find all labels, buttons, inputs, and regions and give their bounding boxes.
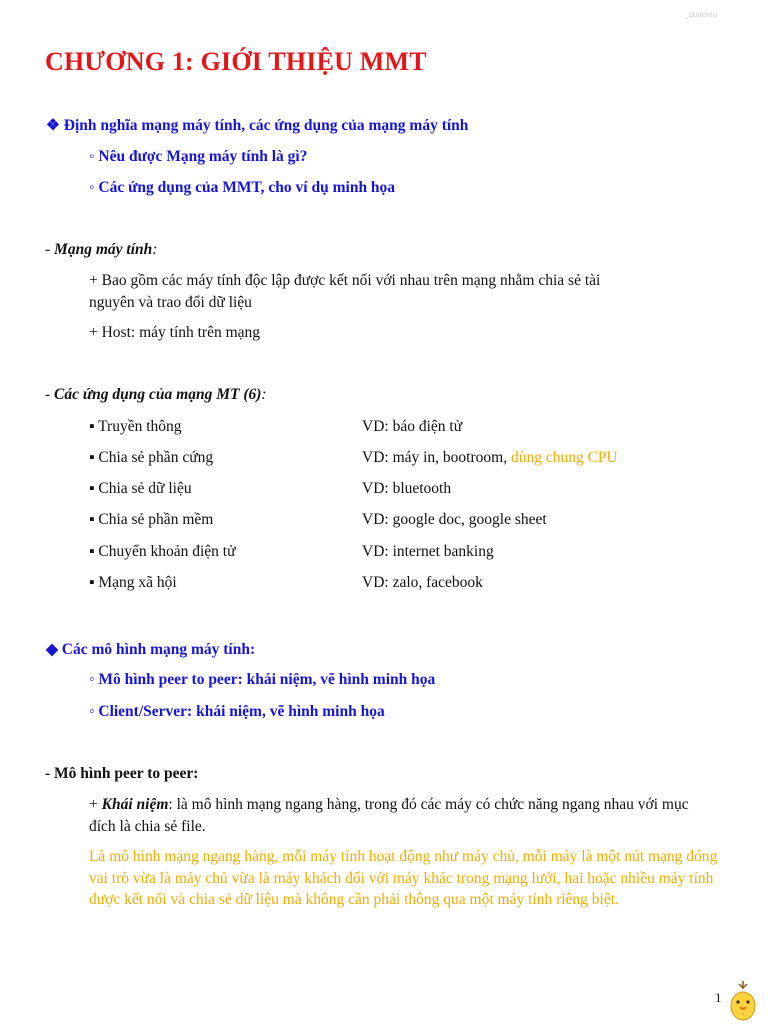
model-item-text: Mô hình peer to peer: khái niệm, vẽ hình minh họa [98,671,436,688]
definition-label: Mạng máy tính [54,241,153,258]
model-item [89,671,435,689]
list-item [89,574,177,592]
models-heading [46,640,255,659]
p2p-definition [89,794,709,837]
objective-item [89,148,307,166]
application-example [362,543,494,561]
application-example [362,449,618,467]
applications-label: Các ứng dụng của mạng MT (6) [54,386,262,403]
definition-dash: - [45,241,55,258]
application-name: Chuyển khoản điện tử [98,543,236,560]
watermark: _quedieu [684,10,717,19]
application-highlight: dùng chung CPU [510,449,618,466]
square-bullet-icon: ▪ [89,543,95,560]
definition-heading [45,241,157,259]
definition-colon: : [152,241,158,258]
application-example-text: VD: internet banking [362,543,494,560]
application-name: Chia sẻ phần cứng [98,449,214,466]
p2p-highlight-note: Là mô hình mạng ngang hàng, mỗi máy tính hoạt động như máy chủ, mỗi máy là một nút mạng đóng vai trò vừa là máy chủ vừa là máy khách đối với máy khác trong mạng lưới, hai hoặc nhiều máy tính được kết nối và chia sẻ dữ liệu mà không cần phải thông qua một máy tính riêng biệt. [89,848,718,908]
chick-mascot-icon [728,978,758,1024]
square-bullet-icon: ▪ [89,574,95,591]
application-name: Truyền thông [98,418,182,435]
square-bullet-icon: ▪ [89,511,95,528]
circle-bullet-icon: ◦ [89,148,95,165]
application-name: Chia sẻ phần mềm [98,511,214,528]
application-example-text: VD: zalo, facebook [362,574,483,591]
application-example [362,480,451,498]
applications-heading [45,386,267,404]
application-name: Mạng xã hội [98,574,177,591]
objective-item-text: Các ứng dụng của MMT, cho ví dụ minh họa [98,179,396,196]
p2p-label: Khái niệm [101,796,169,813]
application-name: Chia sẻ dữ liệu [98,480,192,497]
application-example [362,418,462,436]
application-example [362,574,483,592]
application-example-text: VD: bluetooth [362,480,452,497]
definition-point: + Bao gồm các máy tính độc lập được kết nối với nhau trên mạng nhằm chia sẻ tài nguyên và trao đổi dữ liệu [89,272,601,311]
page-number: 1 [715,990,722,1005]
diamond-bullet-icon: ❖ [46,117,60,134]
circle-bullet-icon: ◦ [89,179,95,196]
list-item [89,543,236,561]
circle-bullet-icon: ◦ [89,671,95,688]
square-bullet-icon: ▪ [89,418,95,435]
square-bullet-icon: ▪ [89,449,95,466]
application-example-text: VD: báo điện tử [362,418,463,435]
model-item [89,703,385,721]
objective-item-text: Nêu được Mạng máy tính là gì? [98,148,308,165]
objectives-heading-text: Định nghĩa mạng máy tính, các ứng dụng của mạng máy tính [63,117,469,134]
application-example-text: VD: google doc, google sheet [362,511,547,528]
model-item-text: Client/Server: khái niệm, vẽ hình minh họa [98,703,385,720]
objectives-heading [46,116,468,135]
applications-dash: - [45,386,55,403]
models-heading-text: Các mô hình mạng máy tính: [61,641,256,658]
application-example-text: VD: máy in, bootroom, [362,449,511,466]
list-item [89,449,213,467]
objective-item [89,179,395,197]
list-item [89,418,182,436]
application-example [362,511,547,529]
applications-colon: : [261,386,267,403]
circle-bullet-icon: ◦ [89,703,95,720]
page-title: CHƯƠNG 1: GIỚI THIỆU MMT [45,47,427,76]
list-item [89,511,213,529]
square-bullet-icon: ▪ [89,480,95,497]
p2p-plus: + [89,796,102,813]
p2p-heading: - Mô hình peer to peer: [45,765,199,782]
list-item [89,480,192,498]
diamond-bullet-icon: ◆ [46,641,58,658]
definition-point: + Host: máy tính trên mạng [89,324,261,341]
p2p-text: : là mô hình mạng ngang hàng, trong đó các máy có chức năng ngang nhau với mục đích là chia sẻ file. [89,796,689,835]
